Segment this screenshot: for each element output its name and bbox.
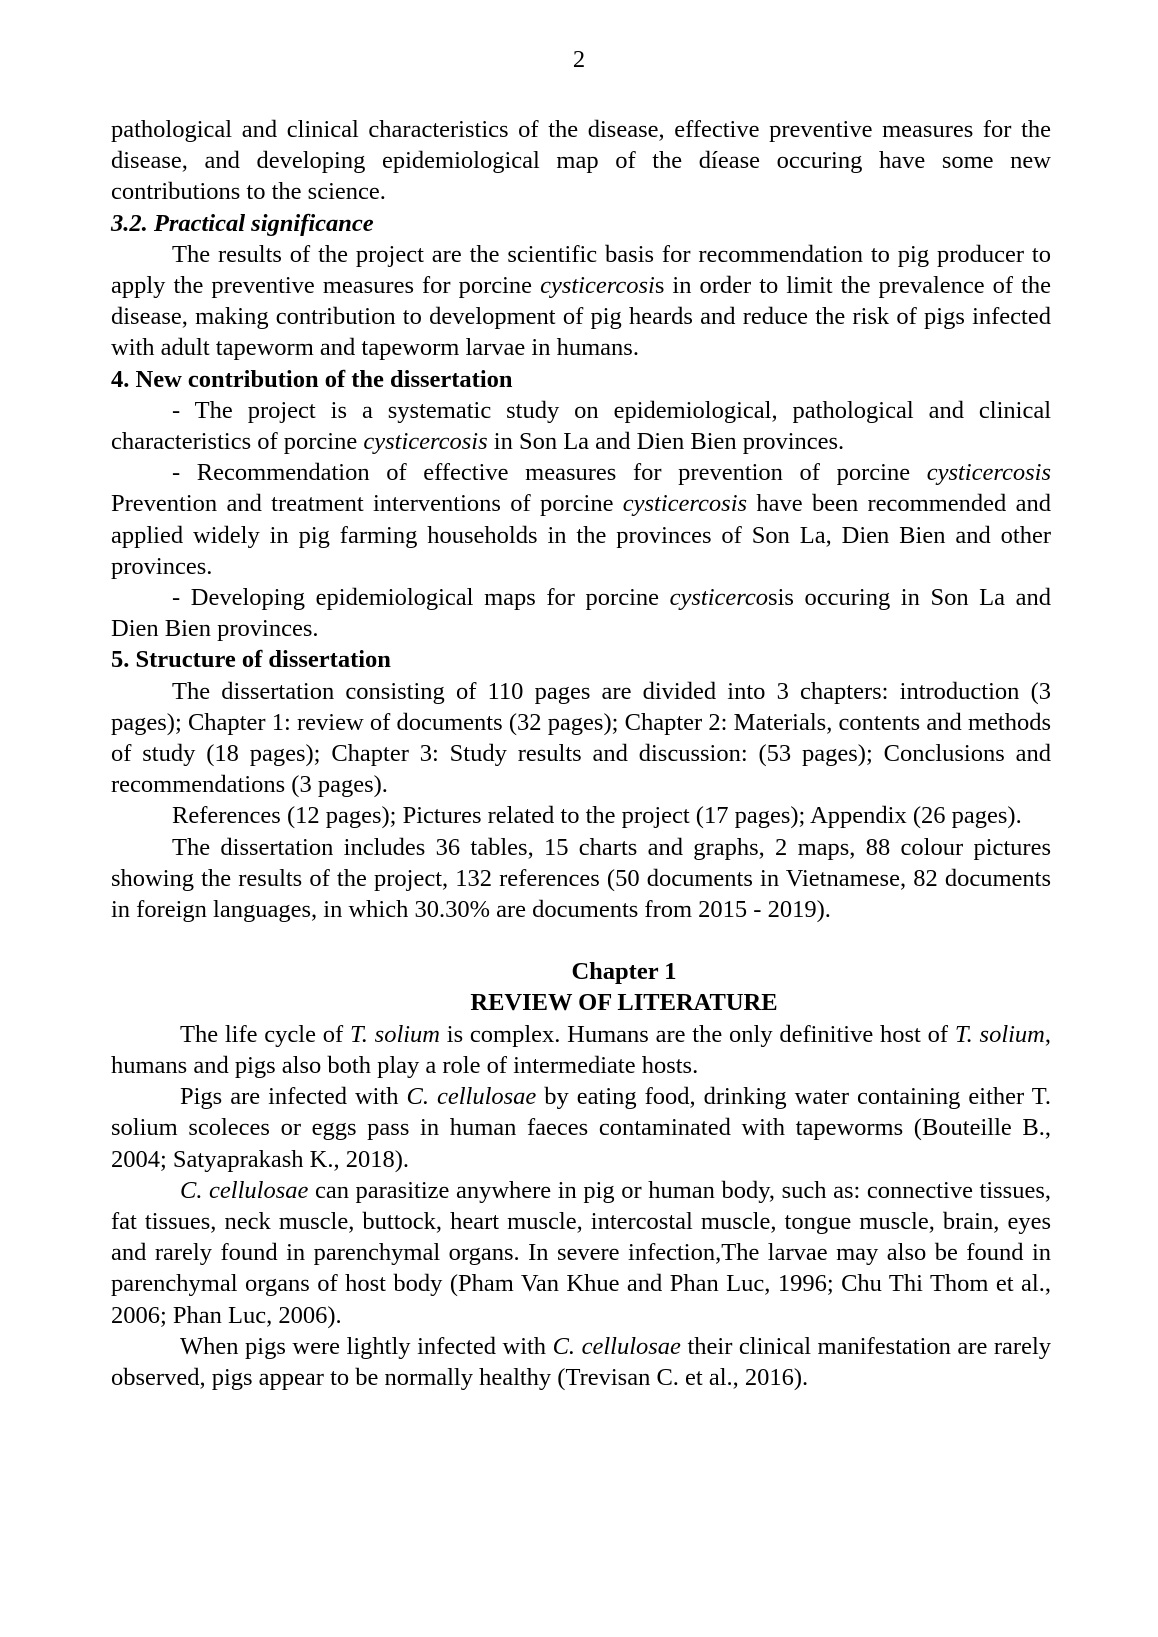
practical-significance-heading: 3.2. Practical significance	[111, 209, 374, 237]
new-contribution-item-3: - Developing epidemiological maps for porcine cysticercosis occuring in Son La and Dien Bien provinces.	[111, 584, 1051, 643]
document-body	[111, 114, 1051, 1393]
practical-significance-paragraph: The results of the project are the scientific basis for recommendation to pig producer to apply the preventive measures for porcine cysticercosis in order to limit the prevalence of the disease, making contribution to development of pig heards and reduce the risk of pigs infected with adult tapeworm and tapeworm larvae in humans.	[111, 240, 1052, 362]
literature-paragraph-2: Pigs are infected with C. cellulosae by eating food, drinking water containing either T. solium scoleces or eggs pass in human faeces contaminated with tapeworms (Bouteille B., 2004; Satyaprakash K., 2018).	[111, 1083, 1051, 1173]
literature-paragraph-3: C. cellulosae can parasitize anywhere in pig or human body, such as: connective tissues, fat tissues, neck muscle, buttock, heart muscle, intercostal muscle, tongue muscle, brain, eyes and rarely found in parenchymal organs. In severe infection,The larvae may also be found in parenchymal organs of host body (Pham Van Khue and Phan Luc, 1996; Chu Thi Thom et al., 2006; Phan Luc, 2006).	[111, 1176, 1051, 1329]
structure-paragraph-3: The dissertation includes 36 tables, 15 charts and graphs, 2 maps, 88 colour pictures showing the results of the project, 132 references (50 documents in Vietnamese, 82 documents in foreign languages, in which 30.30% are documents from 2015 - 2019).	[111, 833, 1051, 924]
intro-paragraph: pathological and clinical characteristics of the disease, effective preventive measures for the disease, and developing epidemiological map of the díease occuring have some new contributions to the science.	[111, 116, 1051, 206]
structure-paragraph-2: References (12 pages); Pictures related to the project (17 pages); Appendix (26 pages).	[172, 802, 1022, 830]
chapter-title: REVIEW OF LITERATURE	[470, 989, 778, 1017]
literature-paragraph-1: The life cycle of T. solium is complex. Humans are the only definitive host of T. solium, humans and pigs also both play a role of intermediate hosts.	[111, 1020, 1052, 1079]
new-contribution-item-1: - The project is a systematic study on epidemiological, pathological and clinical characteristics of porcine cysticercosis in Son La and Dien Bien provinces.	[111, 396, 1051, 456]
new-contribution-item-2: - Recommendation of effective measures for prevention of porcine cysticercosis Prevention and treatment interventions of porcine cysticercosis have been recommended and applied widely in pig farming households in the provinces of Son La, Dien Bien and other provinces.	[111, 459, 1051, 580]
literature-paragraph-4: When pigs were lightly infected with C. cellulosae their clinical manifestation are rarely observed, pigs appear to be normally healthy (Trevisan C. et al., 2016).	[111, 1332, 1051, 1391]
chapter-label: Chapter 1	[571, 958, 677, 986]
structure-paragraph-1: The dissertation consisting of 110 pages are divided into 3 chapters: introduction (3 pages); Chapter 1: review of documents (32 pages); Chapter 2: Materials, contents and methods of study (18 pages); Chapter 3: Study results and discussion: (53 pages); Conclusions and recommendations (3 pages).	[111, 677, 1051, 799]
new-contribution-heading: 4. New contribution of the dissertation	[111, 365, 513, 393]
page-number: 2	[572, 46, 586, 73]
structure-heading: 5. Structure of dissertation	[111, 646, 391, 674]
section-spacer	[111, 925, 1051, 956]
